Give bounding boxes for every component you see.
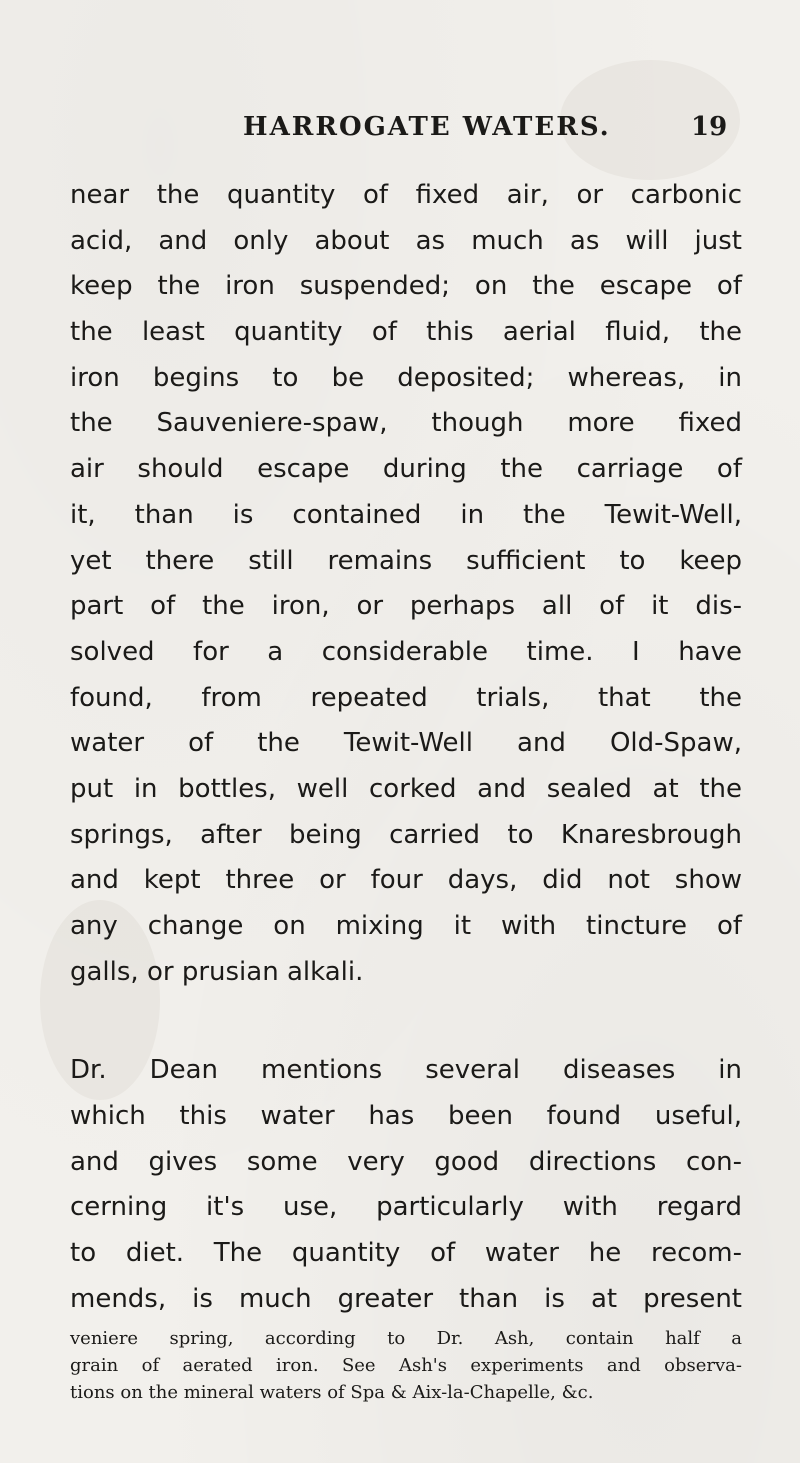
running-head (0, 112, 800, 152)
text-line: and kept three or four days, did not show (70, 865, 742, 896)
text-line: mends, is much greater than is at present (70, 1283, 742, 1314)
footnote-line: tions on the mineral waters of Spa & Aix-la-Chapelle, &c. (70, 1382, 594, 1403)
body-text (70, 173, 742, 1323)
text-line: acid, and only about as much as will just (70, 225, 742, 256)
text-line: any change on mixing it with tincture of (70, 911, 742, 941)
paragraph-2 (70, 1048, 742, 1322)
text-line: and gives some very good directions con- (70, 1146, 742, 1177)
text-line: yet there still remains sufficient to keep (70, 545, 742, 576)
footnote-line: veniere spring, according to Dr. Ash, contain half a (70, 1328, 742, 1349)
page-number: 19 (691, 112, 728, 142)
text-line: Dr. Dean mentions several diseases in (70, 1055, 742, 1086)
text-line: cerning it's use, particularly with regard (70, 1192, 742, 1223)
footnote-line: grain of aerated iron. See Ash's experiments and observa- (70, 1355, 742, 1376)
text-line: solved for a considerable time. I have (70, 636, 742, 667)
text-line: water of the Tewit-Well and Old-Spaw, (70, 728, 742, 759)
text-line: part of the iron, or perhaps all of it dis- (70, 591, 742, 622)
text-line: the Sauveniere-spaw, though more fixed (70, 408, 742, 439)
text-line: near the quantity of fixed air, or carbonic (70, 180, 742, 210)
text-line: keep the iron suspended; on the escape of (70, 271, 742, 302)
text-line: iron begins to be deposited; whereas, in (70, 362, 742, 393)
running-title: HARROGATE WATERS. (243, 112, 611, 142)
text-line: galls, or prusian alkali. (70, 956, 364, 987)
text-line: springs, after being carried to Knaresbrough (70, 819, 742, 850)
text-line: air should escape during the carriage of (70, 454, 742, 485)
paragraph-gap (70, 995, 742, 1048)
text-line: the least quantity of this aerial fluid, the (70, 317, 742, 348)
paragraph-1 (70, 173, 742, 995)
text-line: it, than is contained in the Tewit-Well, (70, 499, 742, 530)
text-line: which this water has been found useful, (70, 1101, 742, 1132)
footnote (70, 1325, 742, 1406)
text-line: put in bottles, well corked and sealed at the (70, 773, 742, 804)
text-line: found, from repeated trials, that the (70, 682, 742, 713)
text-line: to diet. The quantity of water he recom- (70, 1238, 742, 1269)
